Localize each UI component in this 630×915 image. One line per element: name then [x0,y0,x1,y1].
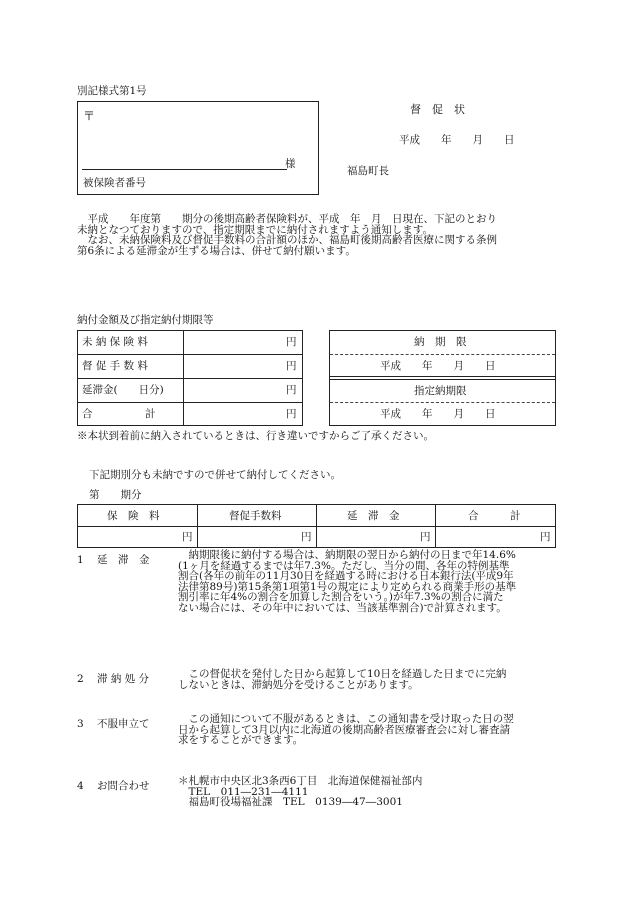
amount-label-fee: 督 促 手 数 料 [82,360,148,372]
body-paragraph-1 [77,214,557,256]
body-line: 平成 年度第 期分の後期高齢者保険料が、平成 年 月 日現在、下記のとおり [77,213,497,225]
deadline-box [329,330,556,426]
designated-date: 平成 年 月 日 [380,408,496,420]
deadline-double-line [330,379,555,380]
contact-line: ＊札幌市中央区北3条西6丁目 北海道保健福祉部内 [178,775,423,787]
note-title-delinquency: 滞 納 処 分 [97,673,150,685]
note-number: 3 [77,718,84,730]
notice-text: ※本状到着前に納入されているときは、行き違いですからご了承ください。 [77,430,434,442]
period-table-col-divider [316,505,317,547]
unit-late-fee: 円 [420,531,431,543]
body-line: 第6条による延滞金が生ずる場合は、併せて納付願います。 [77,244,356,257]
amount-row-divider [78,402,302,403]
body-line: 未納となつておりますので、指定期限までに納付されますよう通知します。 [77,223,433,236]
amount-row-divider [78,378,302,379]
due-date: 平成 年 月 日 [380,360,496,372]
note-title-late-fee: 延 滞 金 [97,554,150,566]
postal-mark: 〒 [83,109,96,123]
amount-label-late-fee: 延滞金( 日分) [82,384,164,396]
amount-table [77,330,303,426]
address-box [77,101,319,195]
body-line: なお、未納保険料及び督促手数料の合計額のほか、福島町後期高齢者医療に関する条例 [77,234,497,246]
unit-premium: 円 [182,531,193,543]
date-line: 平成 年 月 日 [399,134,515,146]
amount-unit: 円 [286,336,297,348]
deadline-double-line [330,376,555,377]
designated-label: 指定納期限 [414,385,467,397]
note-title-contact: お問合わせ [97,780,150,792]
note-body-contact [178,776,422,808]
note-line: 日から起算して3月以内に北海道の後期高齢者医療審査会に対し審査請 [178,723,511,736]
note-line: 納期限後に納付する場合は、納期限の翌日から納付の日まで年14.6% [178,549,516,561]
note-line: ない場合には、その年中においては、当該基準割合)で計算されます。 [178,601,507,614]
note-line: この督促状を発付した日から起算して10日を経過した日までに完納 [178,668,507,680]
note-number: 4 [77,780,84,792]
amount-section-heading: 納付金額及び指定納付期限等 [77,314,214,326]
period-table-col-divider [435,505,436,547]
honorific: 様 [285,158,296,170]
note-body-late-fee [178,550,516,613]
address-underline [82,169,287,170]
deadline-dashed-divider [330,354,555,355]
note-line: 割合(各年の前年の11月30日を経過する時における日本銀行法(平成9年 [178,570,514,582]
page-title: 督 促 状 [410,103,465,116]
contact-phone: TEL 011―231―4111 [178,785,309,798]
unit-total: 円 [540,531,551,543]
amount-unit: 円 [286,360,297,372]
note-line: (1ヶ月を経過するまでは年7.3%。ただし、当分の間、各年の特例基準 [178,559,510,572]
issuer: 福島町長 [347,165,389,177]
amount-row-divider [78,354,302,355]
note-number: 1 [77,554,84,566]
note-line: 割引率に年4%の割合を加算した割合をいう。)が年7.3%の割合に満た [178,591,504,603]
form-id: 別記様式第1号 [77,85,147,97]
header-total: 合 計 [468,510,521,522]
other-period-text: 下記期別分も未納ですので併せて納付してください。 [89,469,341,481]
period-table-col-divider [197,505,198,547]
period-label: 第 期分 [89,489,142,501]
header-fee: 督促手数料 [229,510,282,522]
due-label: 納 期 限 [414,336,467,348]
other-period-table [77,504,556,548]
amount-label-unpaid: 未 納 保 険 料 [82,336,148,348]
amount-unit: 円 [286,384,297,396]
unit-fee: 円 [301,531,312,543]
note-line: しないときは、滞納処分を受けることがあります。 [178,678,419,691]
note-body-delinquency [178,669,506,690]
note-body-appeal [178,714,514,746]
contact-office: 福島町役場福祉課 TEL 0139―47―3001 [178,796,403,808]
insured-number-label: 被保険者番号 [83,177,146,189]
amount-label-total: 合 計 [82,408,156,420]
note-number: 2 [77,673,84,685]
deadline-dashed-divider [330,402,555,403]
header-premium: 保 険 料 [107,510,160,522]
note-line: 法律第89号)第15条第1項第1号の規定により定められる商業手形の基準 [178,580,517,593]
note-line: この通知について不服があるときは、この通知書を受け取った日の翌 [178,713,514,725]
header-late-fee: 延 滞 金 [347,510,400,522]
note-line: 求をすることができます。 [178,734,304,746]
note-title-appeal: 不服申立て [97,718,150,730]
amount-unit: 円 [286,408,297,420]
